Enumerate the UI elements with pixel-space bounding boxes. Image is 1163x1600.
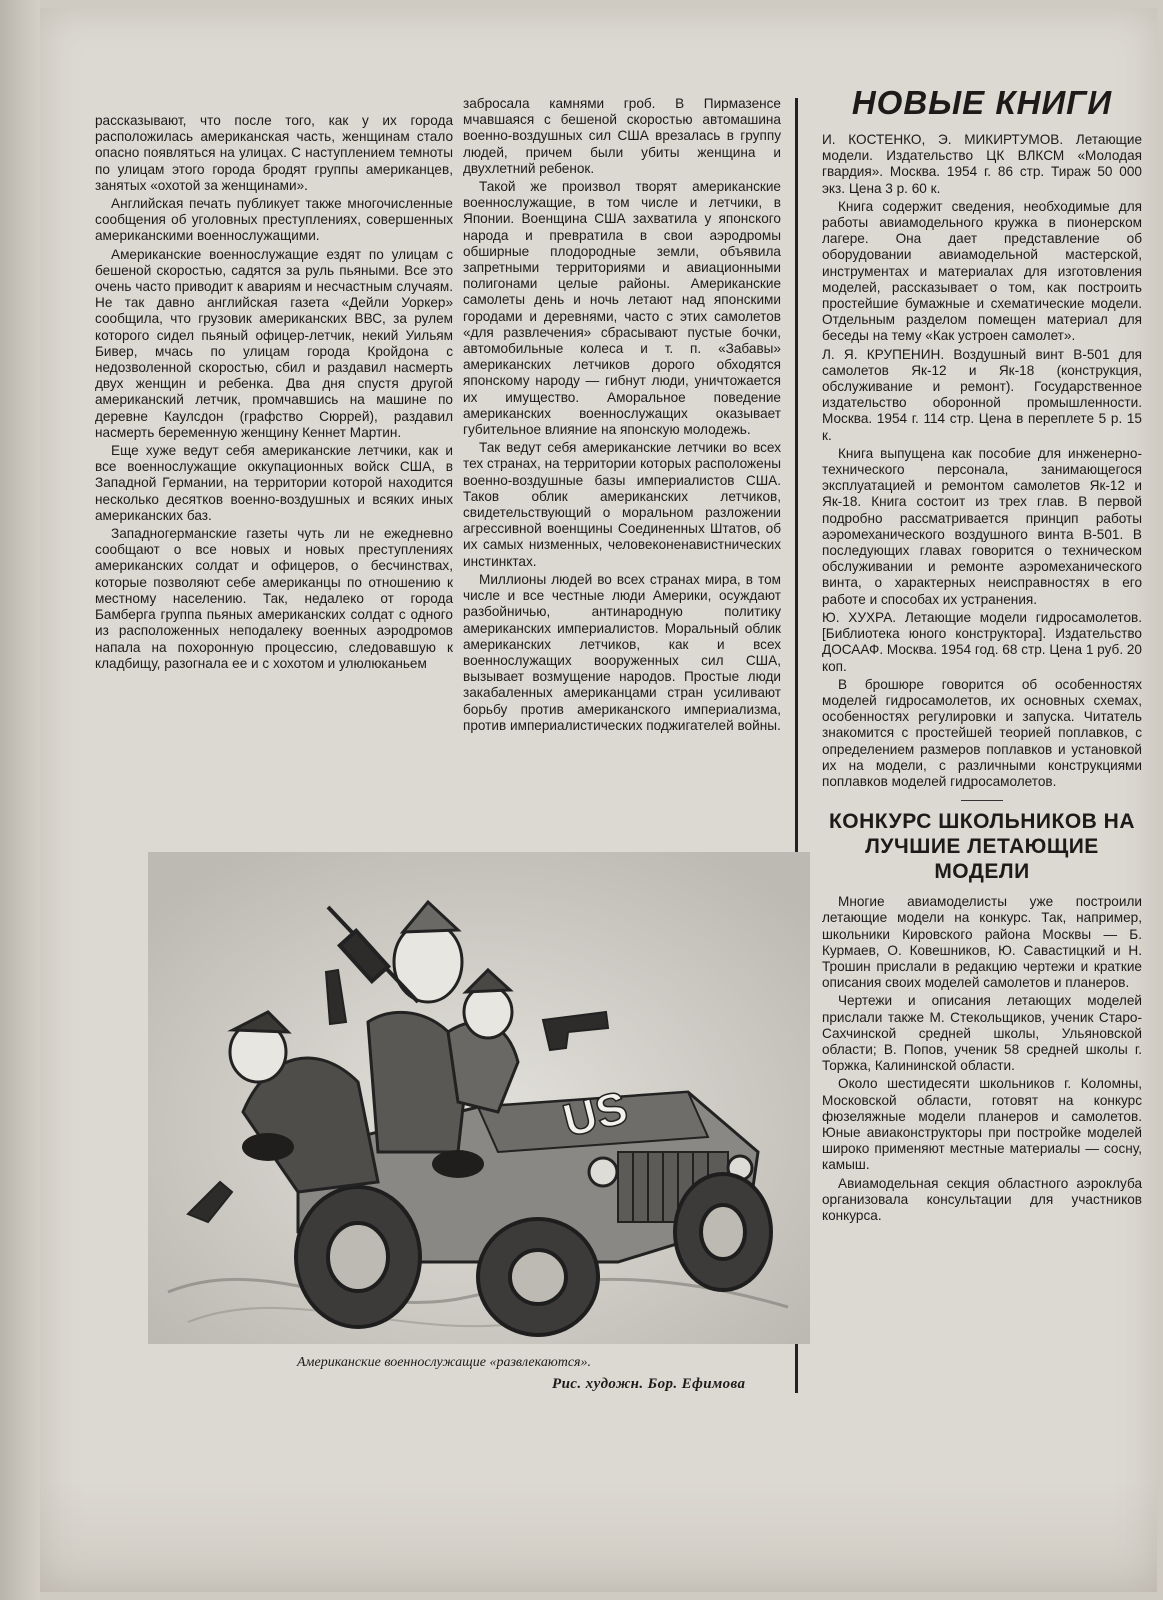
section-separator bbox=[961, 800, 1003, 801]
paragraph: Западногерманские газеты чуть ли не ежедневно сообщают о все новых и новых преступлениях американских солдат и офицеров, о бесчинствах, которые позволяют себе американцы по отношению к местному населению. Так, недалеко от города Бамберга группа пьяных американских солдат с одного из расположенных неподалеку военных аэродромов напала на похоронную процессию, следовавшую к кладбищу, разогнала ее и с хохотом и улюлюканьем bbox=[95, 526, 453, 671]
contest-heading: КОНКУРС ШКОЛЬНИКОВ НА ЛУЧШИЕ ЛЕТАЮЩИЕ МОДЕЛИ bbox=[828, 810, 1135, 884]
cartoon-drawing bbox=[148, 852, 810, 1344]
scan-edge bbox=[0, 0, 40, 1600]
book-entry-header: Л. Я. КРУПЕНИН. Воздушный винт В-501 для самолетов Як-12 и Як-18 (конструкция, обслуживание и ремонт). Государственное издательство оборонной промышленности. Москва. 1954 г. 114 стр. Цена в переплете 5 р. 15 к. bbox=[822, 346, 1142, 443]
paragraph: рассказывают, что после того, как у их города расположилась американская часть, женщинам стало опасно появляться на улицах. С наступлением темноты по улицам этого города бродят группы американцев, занятых «охотой за женщинами». bbox=[95, 113, 453, 193]
article-column-1 bbox=[95, 113, 453, 674]
figure-caption: Американские военнослужащие «развлекаются». bbox=[297, 1355, 592, 1370]
paragraph: Миллионы людей во всех странах мира, в том числе и все честные люди Америки, осуждают разбойничью, антинародную политику американских империалистов. Моральный облик американских летчиков, как и всех военнослужащих вооруженных сил США, вызывает возмущение народов. Простые люди закабаленных американцами стран усиливают борьбу против американского империализма, против империалистических поджигателей войны. bbox=[463, 571, 781, 733]
book-entry-body: Книга содержит сведения, необходимые для работы авиамодельного кружка в пионерском лагере. Она дает представление об оборудовании авиамодельной мастерской, инструментах и материалах для изготовления моделей, рассказывает о том, как построить простейшие бумажные и схематические модели. Отдельным разделом помещен материал для беседы на тему «Как устроен самолет». bbox=[822, 198, 1142, 344]
paragraph: Американские военнослужащие ездят по улицам с бешеной скоростью, садятся за руль пьяными. Все это очень часто приводит к авариям и несчастным случаям. Не так давно английская газета «Дейли Уоркер» сообщила, что грузовик американских ВВС, за рулем которого сидел пьяный офицер-летчик, некий Уильям Бивер, мчась по улицам города Кройдона с недозволенной скоростью, сбил и раздавил насмерть двух женщин и ребенка. Два дня спустя другой американский летчик, промчавшись на машине по деревне Каулсдон (графство Сюррей), раздавил насмерть беременную женщину Кеннет Мартин. bbox=[95, 246, 453, 440]
paragraph: Английская печать публикует также многочисленные сообщения об уголовных преступлениях, совершенных американскими военнослужащими. bbox=[95, 196, 453, 244]
paragraph: забросала камнями гроб. В Пирмазенсе мчавшаяся с бешеной скоростью автомашина военно-воздушных сил США врезалась в группу людей, причем были убиты женщина и двухлетний ребенок. bbox=[463, 96, 781, 176]
article-column-2 bbox=[463, 96, 781, 736]
paragraph: Такой же произвол творят американские военнослужащие, в том числе и летчики, в Японии. Военщина США захватила у японского народа и превратила в свои аэродромы обширные плодородные земли, объявила запретными территориями и авиационными полигонами целые районы. Американские самолеты день и ночь летают над японскими городами и деревнями, часто с этих самолетов «для развлечения» сбрасывают пустые бочки, автомобильные колеса и т. п. «Забавы» американских летчиков дорого обходятся японскому народу — гибнут люди, уничтожается их имущество. Аморальное поведение американских военнослужащих оказывает губительное влияние на японскую молодежь. bbox=[463, 179, 781, 438]
jeep-marking: US bbox=[557, 1080, 633, 1147]
contest-paragraph: Многие авиамоделисты уже построили летающие модели на конкурс. Так, например, школьники Кировского района Москвы — Б. Курмаев, О. Ковешников, Ю. Савастицкий и Н. Трошин прислали в редакцию чертежи и краткие описания своих моделей самолетов и планеров. bbox=[822, 894, 1142, 991]
contest-paragraph: Авиамодельная секция областного аэроклуба организовала консультации для участников конкурса. bbox=[822, 1175, 1142, 1223]
contest-paragraph: Чертежи и описания летающих моделей прислали также М. Стекольщиков, ученик Старо-Сахчинской средней школы, Ульяновской области; В. Попов, ученик 58 средней школы г. Торжка, Калининской области. bbox=[822, 993, 1142, 1074]
paragraph: Так ведут себя американские летчики во всех тех странах, на территории которых расположены военно-воздушные базы империалистов США. Таков облик американских летчиков, свидетельствующий о моральном разложении агрессивной военщины Соединенных Штатов, об их самых низменных, человеконенавистнических инстинктах. bbox=[463, 440, 781, 569]
page-bottom-shadow bbox=[40, 1480, 1157, 1592]
book-entry-header: И. КОСТЕНКО, Э. МИКИРТУМОВ. Летающие модели. Издательство ЦК ВЛКСМ «Молодая гвардия». Москва. 1954 г. 86 стр. Тираж 50 000 экз. Цена 3 р. 60 к. bbox=[822, 132, 1142, 196]
book-entry-body: Книга выпущена как пособие для инженерно-технического персонала, занимающегося эксплуатацией и ремонтом самолетов Як-12 и Як-18. Книга состоит из трех глав. В первой подробно рассматривается принцип работы аэромеханического воздушного винта В-501. В последующих главах говорится о техническом обслуживании и ремонте аэромеханического винта, о характерных неисправностях в его работе и способах их устранения. bbox=[822, 445, 1142, 607]
book-entry-body: В брошюре говорится об особенностях моделей гидросамолетов, их основных схемах, особенностях регулировки и запуска. Читатель знакомится с простейшей теорией поплавков, с определением размеров поплавков и установкой их на модели, с различными конструкциями поплавков моделей гидросамолетов. bbox=[822, 676, 1142, 789]
new-books-heading: НОВЫЕ КНИГИ bbox=[851, 84, 1113, 121]
sidebar-column bbox=[822, 84, 1142, 1226]
contest-paragraph: Около шестидесяти школьников г. Коломны, Московской области, готовят на конкурс фюзеляжные модели планеров и самолетов. Юные авиаконструкторы при постройке моделей широко применяют местные материалы — сосну, камыш. bbox=[822, 1076, 1142, 1173]
figure-credit: Рис. художн. Бор. Ефимова bbox=[552, 1376, 746, 1392]
paragraph: Еще хуже ведут себя американские летчики, как и все военнослужащие оккупационных войск США, в Западной Германии, на территории которой находится несколько десятков военно-воздушных и всяких иных американских баз. bbox=[95, 443, 453, 523]
book-entry-header: Ю. ХУХРА. Летающие модели гидросамолетов. [Библиотека юного конструктора]. Издательство ДОСААФ. Москва. 1954 год. 68 стр. Цена 1 руб. 20 коп. bbox=[822, 609, 1142, 674]
cartoon-illustration bbox=[148, 852, 810, 1344]
